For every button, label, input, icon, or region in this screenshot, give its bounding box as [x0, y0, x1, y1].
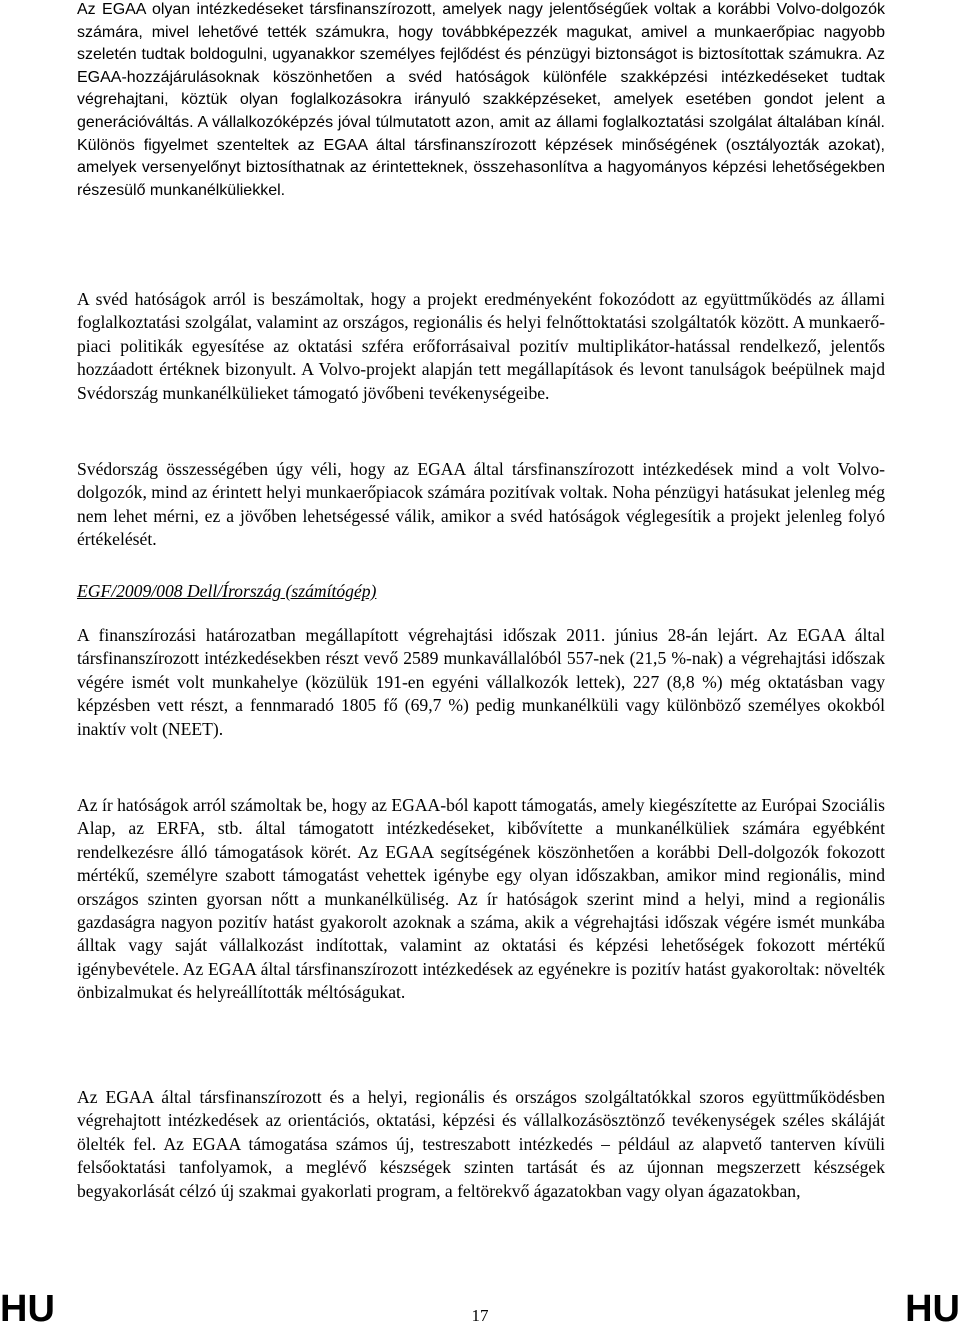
paragraph-irish-report: Az ír hatóságok arról számoltak be, hogy az EGAA-ból kapott támogatás, amely kiegészítette az Európai Szociális Alap, az ERFA, stb. által támogatott intézkedéseket, kibővítette a munkanélküliek számára egyébként rendelkezésre álló támogatások körét. Az EGAA segítségének köszönhetően a korábbi Dell-dolgozók fokozott mértékű, személyre szabott támogatást vehettek igénybe egy olyan időszakban, amikor mind regionális, mind országos szinten gyorsan nőtt a munkanélküliség. Az ír hatóságok szerint mind a helyi, mind a regionális gazdaságra nagyon pozitív hatást gyakorolt azoknak a száma, akik a végrehajtási időszak végére ismét munkába álltak vagy saját vállalkozást indítottak, valamint az oktatási és képzési lehetőségek fokozott mértékű igénybevétele. Az EGAA által társfinanszírozott intézkedések az egyénekre is pozitív hatást gyakoroltak: növelték önbizalmukat és helyreállították méltóságukat. — [77, 795, 885, 1003]
paragraph-dell-results: A finanszírozási határozatban megállapított végrehajtási időszak 2011. június 28-án lejárt. Az EGAA által társfinanszírozott intézkedésekben részt vevő 2589 munkavállalóból 557-nek (21,5 %-nak) a végrehajtási időszak végére ismét volt munkahelye (közülük 191-en egyéni vállalkozók lettek), 227 (8,8 %) még oktatásban vagy képzésben vett részt, a fennmaradó 1805 fő (69,7 %) pedig munkanélküli vagy különböző személyes okokból inaktív volt (NEET). — [77, 625, 885, 739]
paragraph-sweden-summary: Svédország összességében úgy véli, hogy az EGAA által társfinanszírozott intézkedések mind a volt Volvo-dolgozók, mind az érintett helyi munkaerőpiacok számára pozitívak voltak. Noha pénzügyi hatásukat jelenleg még nem lehet mérni, ez a jövőben lehetségessé válik, amikor a svéd hatóságok véglegesítik a projekt jelenleg folyó értékelését. — [77, 459, 885, 550]
section-heading-dell: EGF/2009/008 Dell/Írország (számítógép) — [77, 581, 377, 601]
paragraph-egaa-measures: Az EGAA által társfinanszírozott és a helyi, regionális és országos szolgáltatókkal szoros együttműködésben végrehajtott intézkedések az orientációs, oktatási, képzési és vállalkozásösztönző tevékenységek széles skáláját ölelték fel. Az EGAA támogatása számos új, testreszabott intézkedés – például az alapvető tanterven kívüli felsőoktatási tanfolyamok, a meglévő készségek szinten tartását és az újonnan megszerzett készségek begyakorlását célzó új szakmai gyakorlati program, a feltörekvő ágazatokban vagy olyan ágazatokban, — [77, 1087, 885, 1201]
paragraph-volvo-measures: Az EGAA olyan intézkedéseket társfinanszírozott, amelyek nagy jelentőségűek voltak a korábbi Volvo-dolgozók számára, mivel lehetővé tették számukra, hogy továbbképezzék magukat, amivel a munkaerőpiac nagyobb szeletén tudtak boldogulni, ugyanakkor személyes fejlődést és pénzügyi biztonságot is biztosítottak számukra. Az EGAA-hozzájárulásoknak köszönhetően a svéd hatóságok különféle szakképzési intézkedéseket tudtak végrehajtani, köztük olyan foglalkozásokra irányuló szakképzéseket, amelyek esetében gondot jelent a generációváltás. A vállalkozóképzés jóval túlmutatott azon, amit az állami foglalkoztatási szolgálat általában kínál. Különös figyelmet szenteltek az EGAA által társfinanszírozott képzések minőségének (osztályozták azokat), amelyek versenyelőnyt biztosíthatnak az érintetteknek, összehasonlítva a hagyományos képzési lehetőségekben részesülő munkanélküliekkel. — [77, 1, 885, 199]
paragraph-cooperation: A svéd hatóságok arról is beszámoltak, hogy a projekt eredményeként fokozódott az együttműködés az állami foglalkoztatási szolgálat, valamint az országos, regionális és helyi felnőttoktatási szolgáltatók között. A munkaerő-piaci politikák egyesítése az oktatási szféra erőforrásaival pozitív multiplikátor-hatással rendelkező, jelentős hozzáadott értéknek bizonyult. A Volvo-projekt alapján tett megállapítások és levont tanulságok beépülnek majd Svédország munkanélkülieket támogató jövőbeni tevékenységeibe. — [77, 289, 885, 403]
footer-language-right: HU — [905, 1288, 960, 1330]
footer-language-left: HU — [0, 1288, 55, 1330]
page-number: 17 — [471, 1306, 489, 1325]
